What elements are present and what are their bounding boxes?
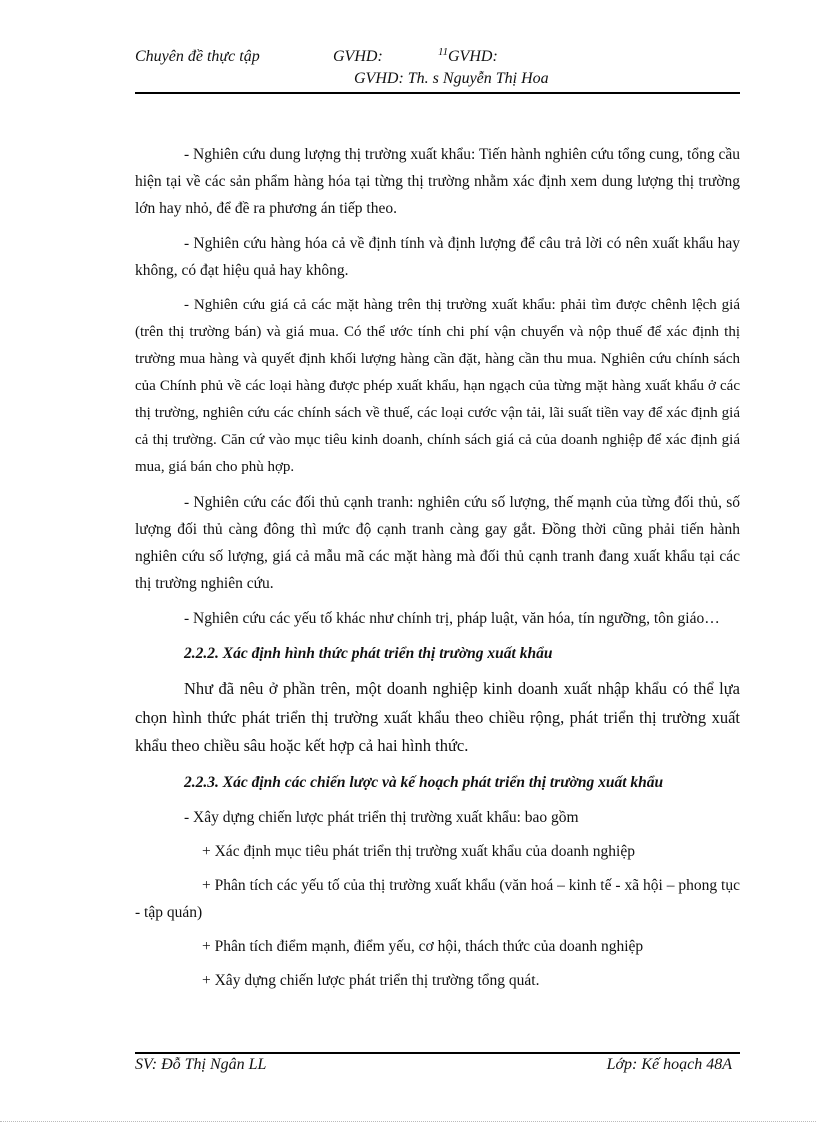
paragraph-goods-research: - Nghiên cứu hàng hóa cả về định tính và định lượng để câu trả lời có nên xuất khẩu hay không, có đạt hiệu quả hay không. — [135, 235, 740, 279]
list-item: + Xác định mục tiêu phát triển thị trường xuất khẩu của doanh nghiệp — [202, 842, 635, 860]
page-body — [135, 141, 740, 1001]
list-item: + Xây dựng chiến lược phát triển thị trường tổng quát. — [202, 971, 540, 989]
header-title: Chuyên đề thực tập — [135, 48, 260, 65]
section-heading-2-2-3: 2.2.3. Xác định các chiến lược và kế hoạch phát triển thị trường xuất khẩu — [184, 773, 664, 791]
paragraph-development-forms: Như đã nêu ở phần trên, một doanh nghiệp kinh doanh xuất nhập khẩu có thể lựa chọn hình thức phát triển thị trường xuất khẩu theo chiều rộng, phát triển thị trường xuất khẩu theo chiều sâu hoặc kết hợp cả hai hình thức. — [135, 679, 740, 755]
page-number: 11 — [438, 46, 449, 58]
page-footer — [135, 1056, 740, 1080]
section-heading-2-2-2: 2.2.2. Xác định hình thức phát triển thị trường xuất khẩu — [184, 645, 553, 662]
paragraph-market-capacity: - Nghiên cứu dung lượng thị trường xuất khẩu: Tiến hành nghiên cứu tổng cung, tổng cầu hiện tại về các sản phẩm hàng hóa tại từng thị trường nhằm xác định xem dung lượng thị trường lớn hay nhỏ, để đề ra phương án tiếp theo. — [135, 146, 740, 217]
list-item: - Xây dựng chiến lược phát triển thị trường xuất khẩu: bao gồm — [184, 808, 579, 826]
footer-class: Lớp: Kế hoạch 48A — [606, 1056, 732, 1073]
list-item: + Phân tích các yếu tố của thị trường xuất khẩu (văn hoá – kinh tế - xã hội – phong tục - tập quán) — [135, 876, 740, 921]
header-divider — [135, 92, 740, 94]
header-gvhd-label: GVHD: — [333, 48, 383, 65]
page-header — [135, 46, 740, 94]
list-item: + Phân tích điểm mạnh, điểm yếu, cơ hội, thách thức của doanh nghiệp — [202, 937, 644, 955]
paragraph-other-factors: - Nghiên cứu các yếu tố khác như chính trị, pháp luật, văn hóa, tín ngưỡng, tôn giáo… — [184, 610, 720, 627]
header-gvhd-label-2: GVHD: — [448, 48, 498, 65]
footer-divider — [135, 1052, 740, 1054]
footer-student: SV: Đỗ Thị Ngân LL — [135, 1056, 267, 1073]
paragraph-price-research: - Nghiên cứu giá cả các mặt hàng trên thị trường xuất khẩu: phải tìm được chênh lệch giá (trên thị trường bán) và giá mua. Có thể ước tính chi phí vận chuyển và nộp thuế để xác định thị trường mua hàng và quyết định khối lượng hàng cần đặt, hàng cần thu mua. Nghiên cứu chính sách của Chính phủ về các loại hàng được phép xuất khẩu, hạn ngạch của từng mặt hàng xuất khẩu ở các thị trường, nghiên cứu các chính sách về thuế, các loại cước vận tải, lãi suất tiền vay để xác định giá cả thị trường. Căn cứ vào mục tiêu kinh doanh, chính sách giá cả của doanh nghiệp để xác định giá mua, giá bán cho phù hợp. — [135, 297, 740, 475]
page-edge-divider — [0, 1121, 816, 1122]
paragraph-competitors: - Nghiên cứu các đối thủ cạnh tranh: nghiên cứu số lượng, thế mạnh của từng đối thủ, số lượng đối thủ càng đông thì mức độ cạnh tranh càng gay gắt. Đồng thời cũng phải tiến hành nghiên cứu số lượng, giá cả mẫu mã các mặt hàng mà đối thủ cạnh tranh đang xuất khẩu tại các thị trường nghiên cứu. — [135, 494, 740, 592]
header-supervisor: GVHD: Th. s Nguyễn Thị Hoa — [354, 70, 549, 87]
